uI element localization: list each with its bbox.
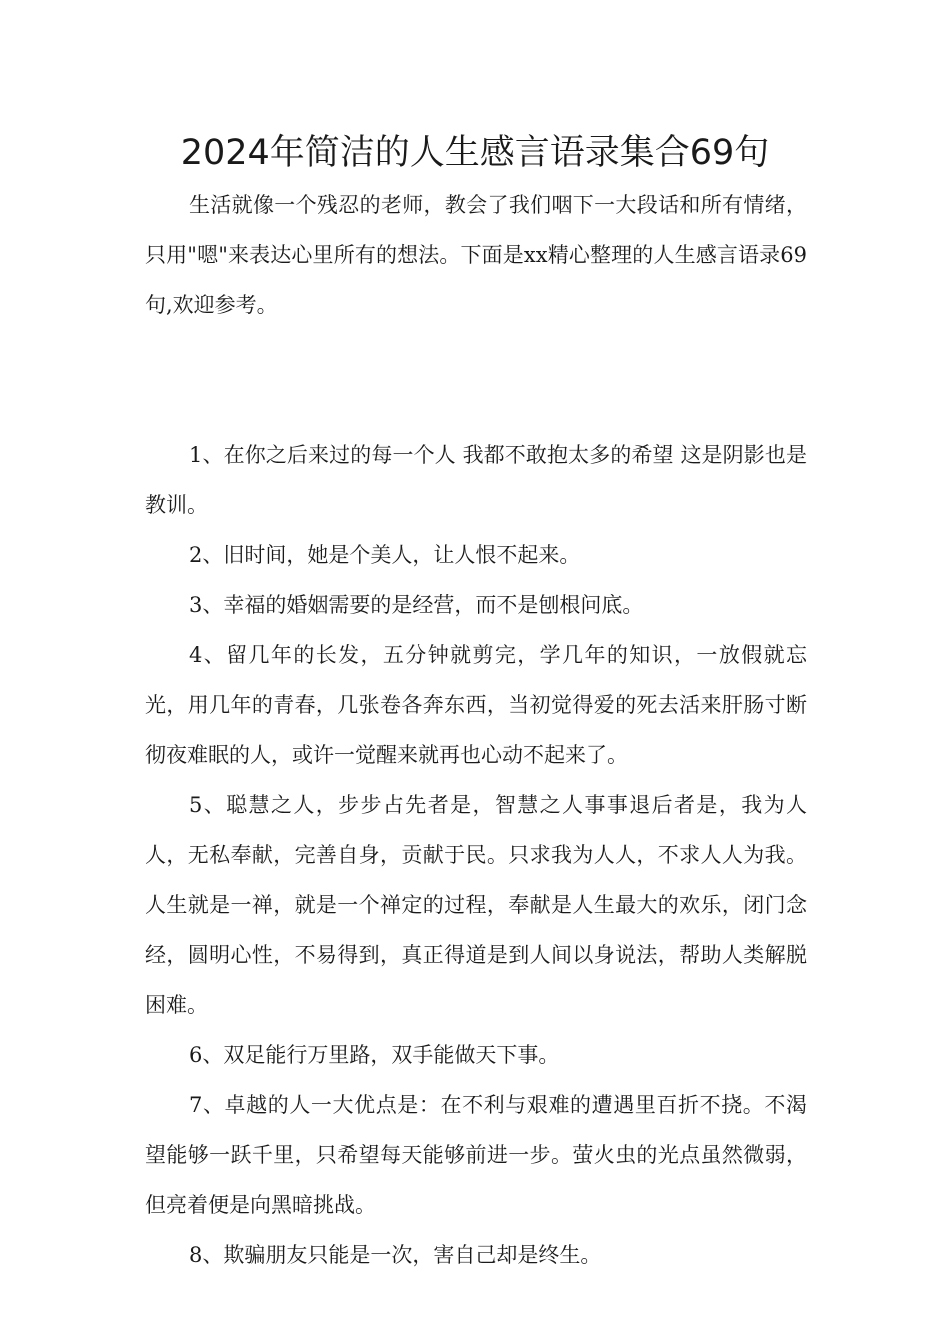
paragraph-spacer bbox=[145, 330, 807, 380]
list-item: 4、留几年的长发，五分钟就剪完，学几年的知识，一放假就忘光，用几年的青春，几张卷各奔东西，当初觉得爱的死去活来肝肠寸断彻夜难眠的人，或许一觉醒来就再也心动不起来了。 bbox=[145, 643, 807, 767]
paragraph-spacer bbox=[145, 380, 807, 430]
list-item: 1、在你之后来过的每一个人 我都不敢抱太多的希望 这是阴影也是教训。 bbox=[145, 443, 807, 517]
list-item: 2、旧时间，她是个美人，让人恨不起来。 bbox=[189, 543, 581, 567]
list-item: 5、聪慧之人，步步占先者是，智慧之人事事退后者是，我为人人，无私奉献，完善自身，贡献于民。只求我为人人，不求人人为我。人生就是一禅，就是一个禅定的过程，奉献是人生最大的欢乐，闭门念经，圆明心性，不易得到，真正得道是到人间以身说法，帮助人类解脱困难。 bbox=[145, 793, 807, 1017]
list-item: 3、幸福的婚姻需要的是经营，而不是刨根问底。 bbox=[189, 593, 644, 617]
list-item: 8、欺骗朋友只能是一次，害自己却是终生。 bbox=[189, 1243, 602, 1267]
document-body bbox=[145, 180, 807, 1280]
document-title: 2024年简洁的人生感言语录集合69句 bbox=[180, 133, 770, 173]
list-item: 6、双足能行万里路，双手能做天下事。 bbox=[189, 1043, 560, 1067]
intro-paragraph: 生活就像一个残忍的老师，教会了我们咽下一大段话和所有情绪，只用"嗯"来表达心里所有的想法。下面是xx精心整理的人生感言语录69句,欢迎参考。 bbox=[145, 193, 807, 317]
list-item: 7、卓越的人一大优点是：在不利与艰难的遭遇里百折不挠。不渴望能够一跃千里，只希望每天能够前进一步。萤火虫的光点虽然微弱，但亮着便是向黑暗挑战。 bbox=[145, 1093, 807, 1217]
